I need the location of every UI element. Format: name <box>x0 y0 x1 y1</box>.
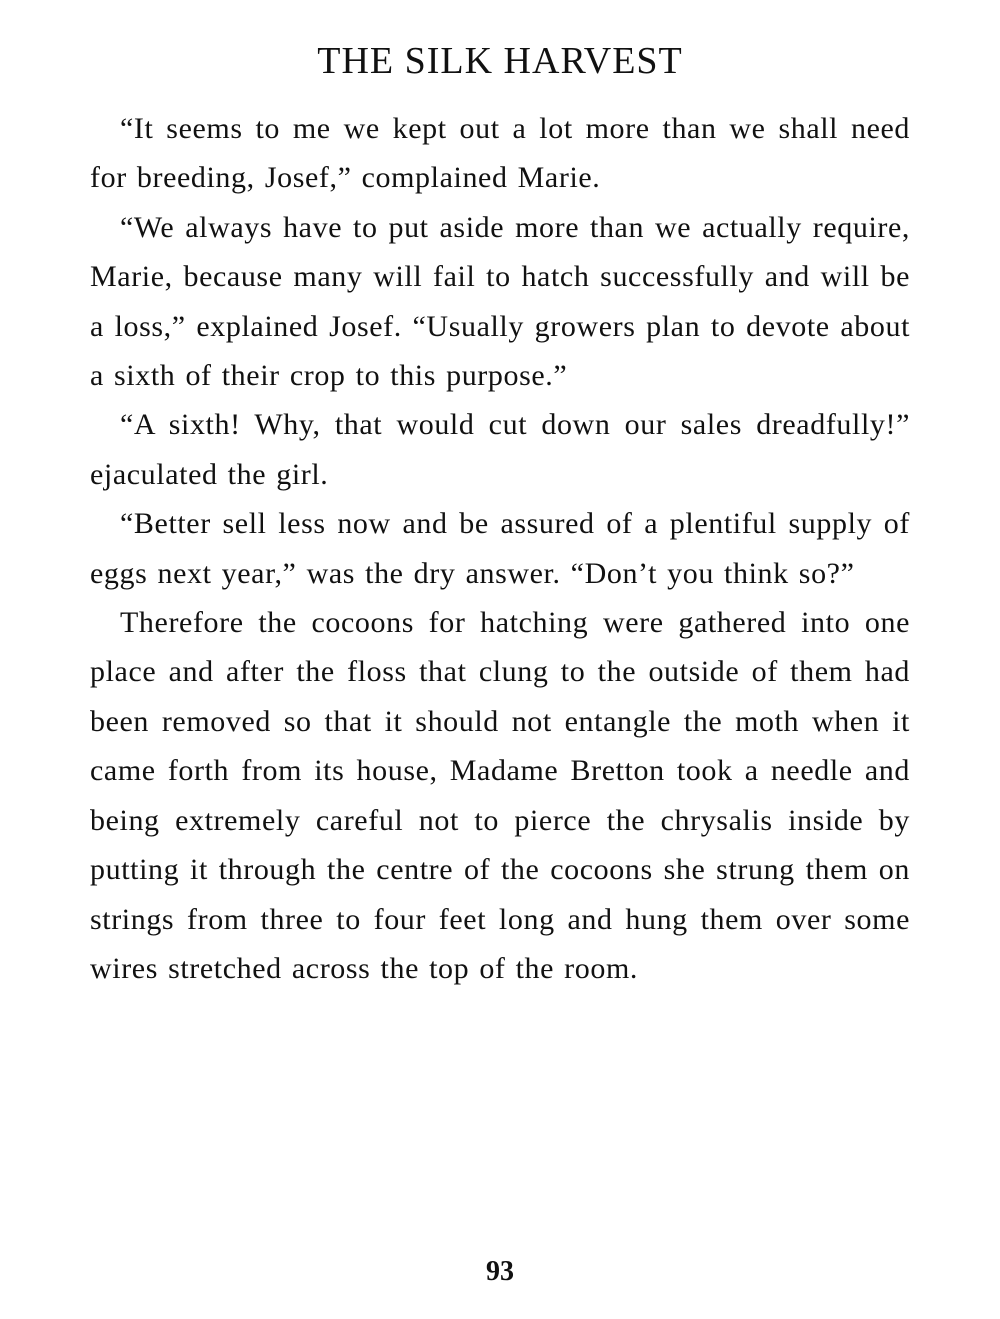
paragraph: “We always have to put aside more than we actually require, Marie, because many will fail to hatch successfully and will be a loss,” explained Josef. “Usually growers plan to devote about a sixth of their crop to this purpose.” <box>90 210 910 393</box>
paragraph: “Better sell less now and be assured of a plentiful supply of eggs next year,” was the dry answer. “Don’t you think so?” <box>90 507 910 590</box>
page-number: 93 <box>486 1256 514 1287</box>
paragraph: “A sixth! Why, that would cut down our sales dreadfully!” ejaculated the girl. <box>90 408 910 491</box>
paragraph: “It seems to me we kept out a lot more than we shall need for breeding, Josef,” complained Marie. <box>90 112 910 195</box>
running-head-title: THE SILK HARVEST <box>317 40 683 82</box>
paragraph: Therefore the cocoons for hatching were gathered into one place and after the floss that clung to the outside of them had been removed so that it should not entangle the moth when it came forth from its house, Madame Bretton took a needle and being extremely careful not to pierce the chrysalis inside by putting it through the centre of the cocoons she strung them on strings from three to four feet long and hung them over some wires stretched across the top of the room. <box>90 606 910 985</box>
body-text <box>90 104 910 993</box>
